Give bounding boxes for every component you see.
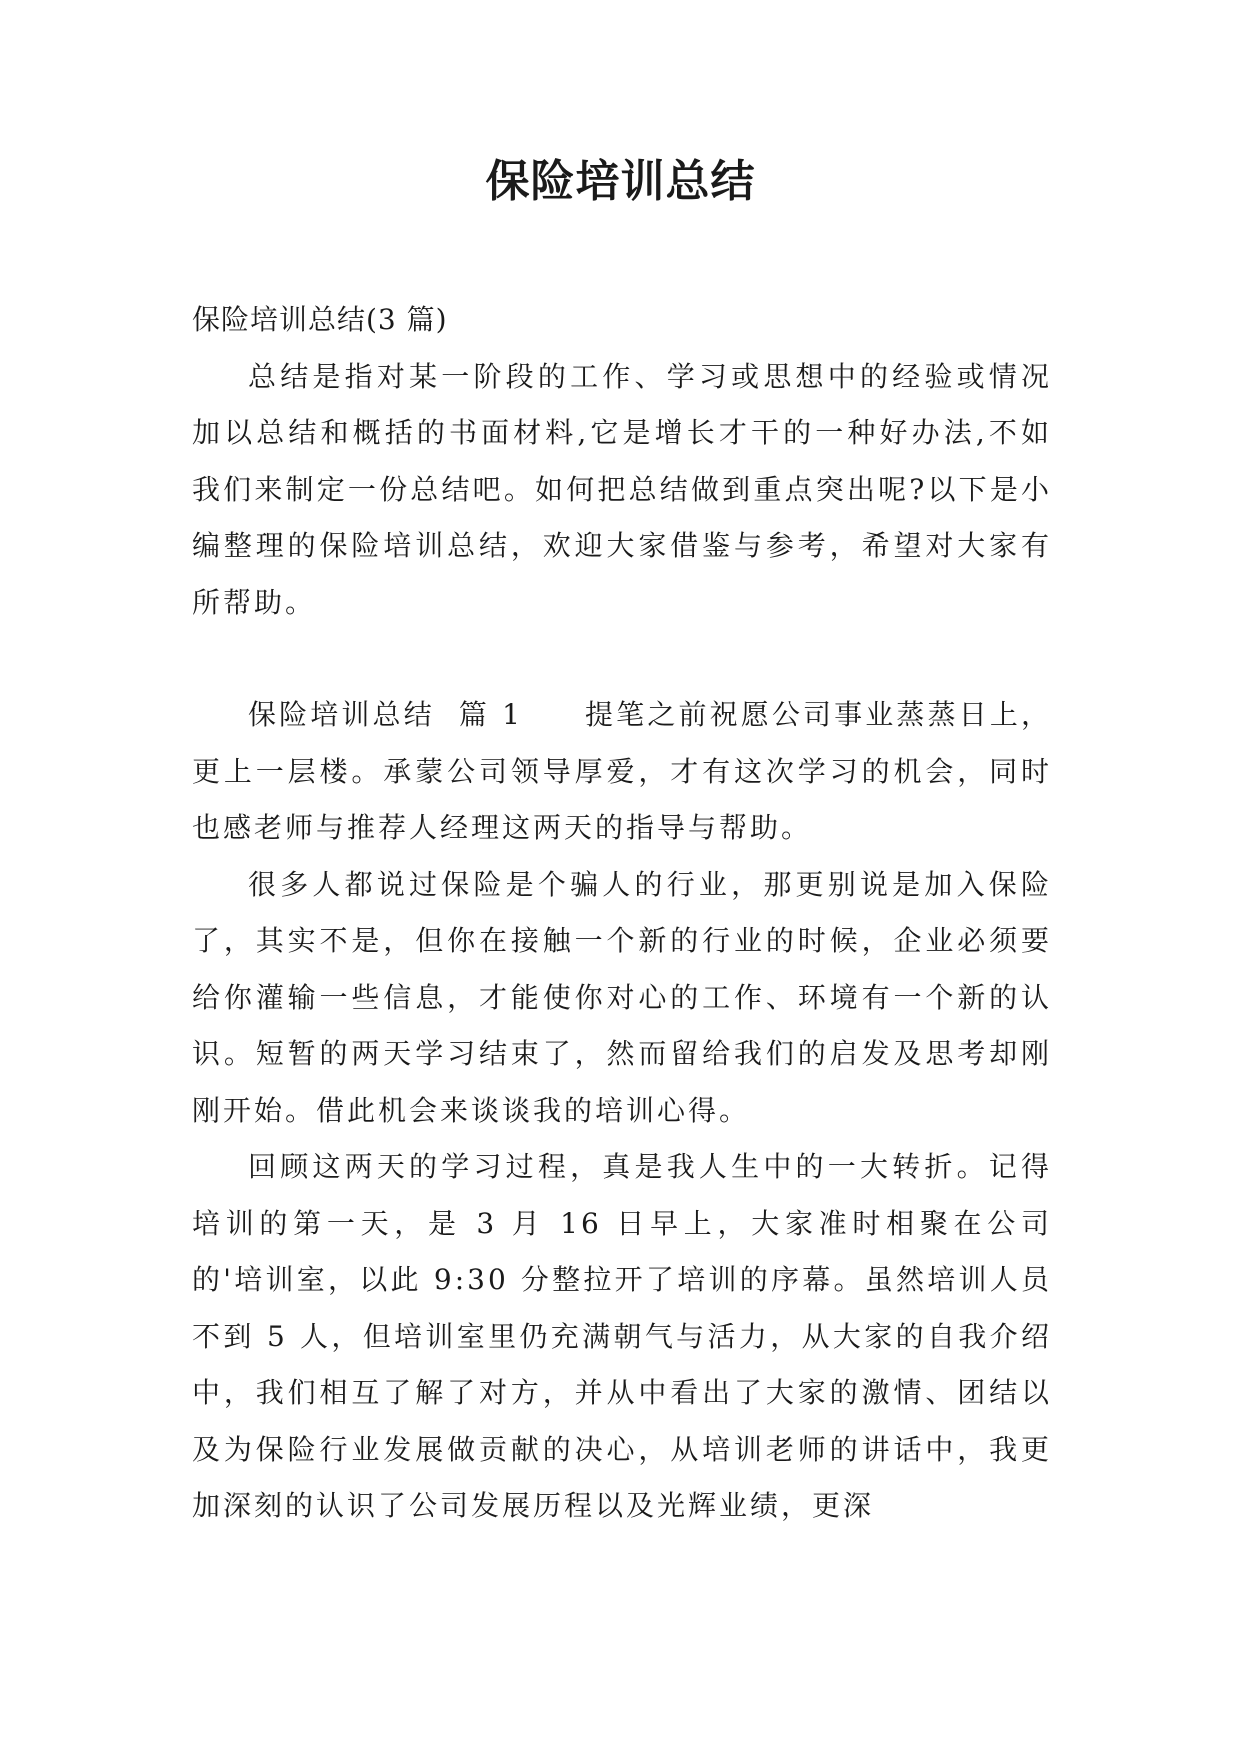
body-paragraph-2: 回顾这两天的学习过程，真是我人生中的一大转折。记得培训的第一天，是 3 月 16 日早上，大家准时相聚在公司的'培训室，以此 9:30 分整拉开了培训的序幕。虽然培训人员不到 5 人，但培训室里仍充满朝气与活力，从大家的自我介绍中，我们相互了解了对方，并从中看出了大家的激情、团结以及为保险行业发展做贡献的决心，从培训老师的讲话中，我更加深刻的认识了公司发展历程以及光辉业绩，更深 (192, 1150, 1052, 1522)
section-1-paragraph (192, 687, 1052, 857)
intro-paragraph: 总结是指对某一阶段的工作、学习或思想中的经验或情况加以总结和概括的书面材料,它是增长才干的一种好办法,不如我们来制定一份总结吧。如何把总结做到重点突出呢?以下是小编整理的保险培训总结，欢迎大家借鉴与参考，希望对大家有所帮助。 (192, 359, 1052, 619)
section-1-opening: 提笔之前祝愿公司事业蒸蒸日上，更上一层楼。承蒙公司领导厚爱，才有这次学习的机会，同时也感老师与推荐人经理这两天的指导与帮助。 (192, 698, 1052, 844)
paragraph-spacer (192, 631, 1052, 687)
body-paragraph-1: 很多人都说过保险是个骗人的行业，那更别说是加入保险了，其实不是，但你在接触一个新的行业的时候，企业必须要给你灌输一些信息，才能使你对心的工作、环境有一个新的认识。短暂的两天学习结束了，然而留给我们的启发及思考却刚刚开始。借此机会来谈谈我的培训心得。 (192, 867, 1052, 1127)
section-1-label: 保险培训总结 篇 1 (248, 698, 523, 731)
document-subtitle: 保险培训总结(3 篇) (192, 303, 448, 336)
document-body (192, 292, 1052, 1535)
document-title: 保险培训总结 (485, 156, 756, 207)
